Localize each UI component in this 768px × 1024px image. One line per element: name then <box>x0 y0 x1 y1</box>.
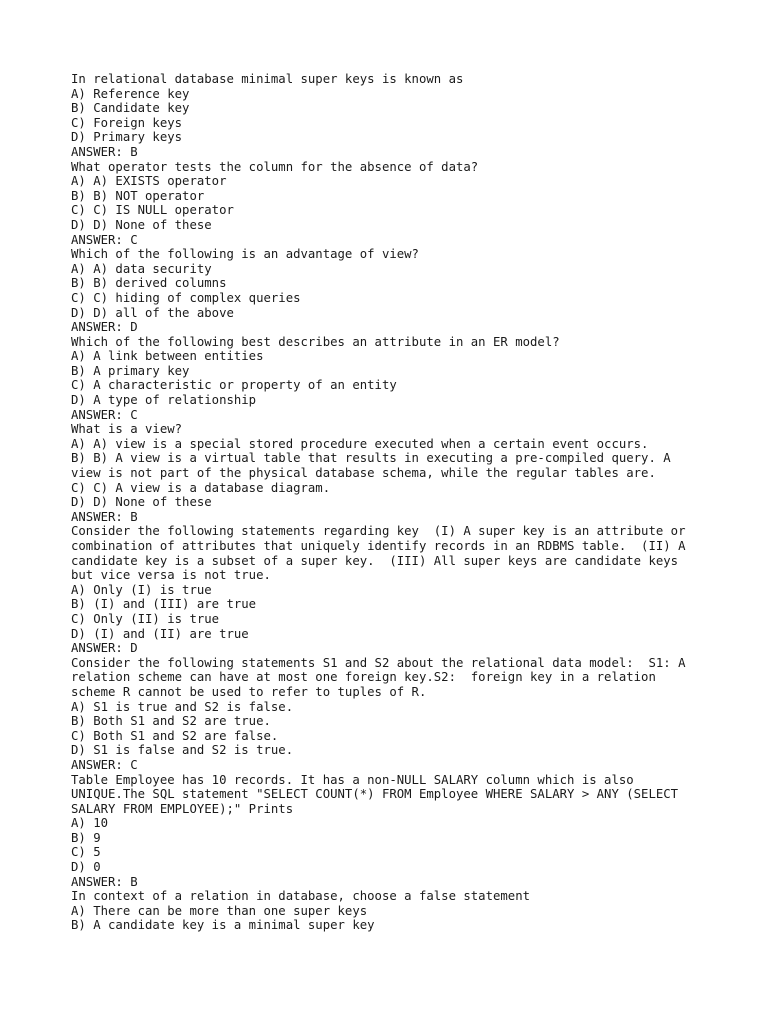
text-line: A) S1 is true and S2 is false. <box>71 699 294 714</box>
text-line: A) Only (I) is true <box>71 582 212 597</box>
text-line: ANSWER: C <box>71 757 138 772</box>
text-line: A) A) view is a special stored procedure executed when a certain event occurs. <box>71 436 649 451</box>
text-line: ANSWER: D <box>71 641 138 656</box>
text-line: B) 9 <box>71 830 101 845</box>
text-line: ANSWER: C <box>71 232 138 247</box>
text-line: SALARY FROM EMPLOYEE);" Prints <box>71 801 294 816</box>
text-line: C) A characteristic or property of an entity <box>71 378 397 393</box>
text-line: view is not part of the physical database schema, while the regular tables are. <box>71 466 656 481</box>
text-line: ANSWER: D <box>71 320 138 335</box>
text-line: A) A) data security <box>71 261 212 276</box>
text-line: D) 0 <box>71 860 101 875</box>
text-line: D) (I) and (II) are true <box>71 626 249 641</box>
text-line: Which of the following best describes an attribute in an ER model? <box>71 334 560 349</box>
text-line: B) B) derived columns <box>71 276 227 291</box>
text-line: D) A type of relationship <box>71 393 257 408</box>
text-line: B) B) A view is a virtual table that results in executing a pre-compiled query. A <box>71 451 671 466</box>
text-line: What operator tests the column for the absence of data? <box>71 159 479 174</box>
text-line: UNIQUE.The SQL statement "SELECT COUNT(*) FROM Employee WHERE SALARY > ANY (SELECT <box>71 787 679 802</box>
text-line: D) D) None of these <box>71 217 212 232</box>
text-line: relation scheme can have at most one foreign key.S2: foreign key in a relation <box>71 670 656 685</box>
text-line: What is a view? <box>71 422 183 437</box>
text-line: Consider the following statements regarding key (I) A super key is an attribute or <box>71 524 686 539</box>
text-line: A) A) EXISTS operator <box>71 174 227 189</box>
text-line: B) A primary key <box>71 363 190 378</box>
text-line: A) 10 <box>71 816 109 831</box>
text-line: C) 5 <box>71 845 101 860</box>
text-line: ANSWER: B <box>71 509 138 524</box>
text-line: A) A link between entities <box>71 349 264 364</box>
text-line: C) C) hiding of complex queries <box>71 290 301 305</box>
text-line: B) A candidate key is a minimal super key <box>71 918 375 933</box>
text-line: scheme R cannot be used to refer to tuples of R. <box>71 684 427 699</box>
text-line: B) B) NOT operator <box>71 188 205 203</box>
document-page <box>71 72 711 933</box>
text-line: In relational database minimal super keys is known as <box>71 72 464 86</box>
text-line: D) S1 is false and S2 is true. <box>71 743 294 758</box>
text-line: C) Both S1 and S2 are false. <box>71 728 279 743</box>
text-line: A) Reference key <box>71 86 190 101</box>
text-line: candidate key is a subset of a super key. (III) All super keys are candidate keys <box>71 553 679 568</box>
text-line: C) C) IS NULL operator <box>71 203 234 218</box>
text-line: C) Foreign keys <box>71 115 183 130</box>
text-line: A) There can be more than one super keys <box>71 903 368 918</box>
text-line: combination of attributes that uniquely identify records in an RDBMS table. (II) A <box>71 539 686 553</box>
text-line: but vice versa is not true. <box>71 568 271 583</box>
text-line: C) Only (II) is true <box>71 611 220 626</box>
text-line: ANSWER: C <box>71 407 138 422</box>
text-line: ANSWER: B <box>71 144 138 159</box>
text-line: B) Both S1 and S2 are true. <box>71 714 271 729</box>
text-line: B) Candidate key <box>71 101 190 116</box>
text-line: D) D) all of the above <box>71 305 234 320</box>
text-line: D) D) None of these <box>71 495 212 510</box>
text-line: Consider the following statements S1 and S2 about the relational data model: S1: A <box>71 655 686 670</box>
text-line: In context of a relation in database, choose a false statement <box>71 889 531 904</box>
text-line: ANSWER: B <box>71 874 138 889</box>
text-line: C) C) A view is a database diagram. <box>71 480 331 495</box>
text-line: Table Employee has 10 records. It has a non-NULL SALARY column which is also <box>71 772 634 787</box>
text-line: B) (I) and (III) are true <box>71 597 257 612</box>
text-line: Which of the following is an advantage of view? <box>71 247 419 262</box>
text-line: D) Primary keys <box>71 130 183 145</box>
